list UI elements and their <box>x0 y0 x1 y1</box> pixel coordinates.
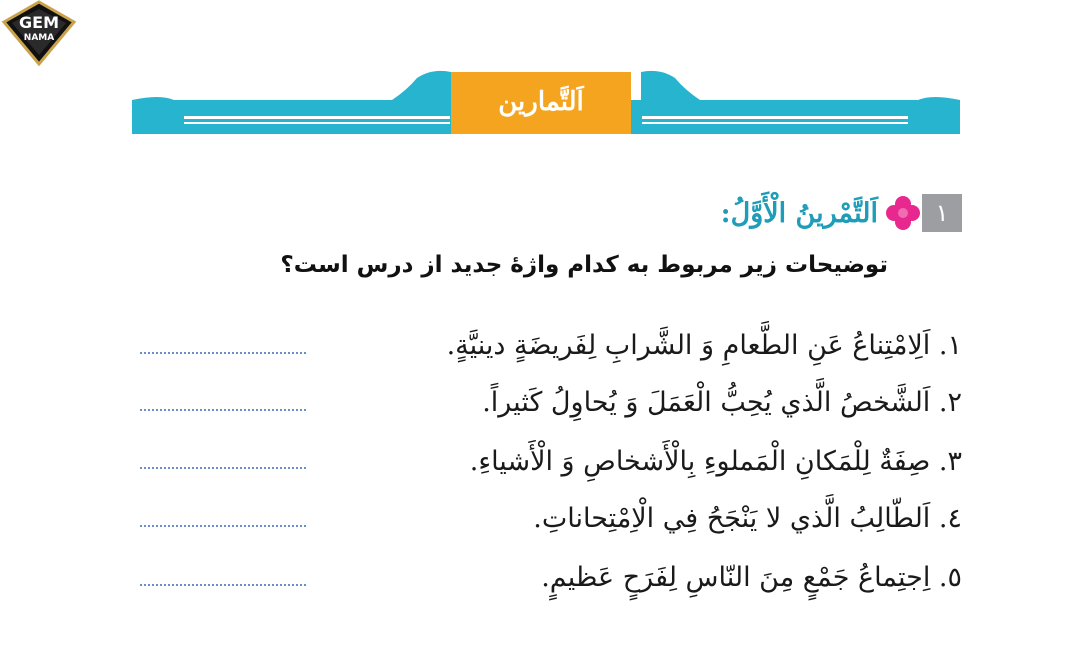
answer-blank[interactable] <box>140 584 306 586</box>
exercise-instruction: توضیحات زیر مربوط به کدام واژهٔ جدید از درس است؟ <box>280 252 888 278</box>
answer-blank[interactable] <box>140 409 306 411</box>
list-item: ١. اَلِامْتِناعُ عَنِ الطَّعامِ وَ الشَّرابِ لِفَريضَةٍ دينيَّةٍ. <box>446 330 962 361</box>
list-item: ٢. اَلشَّخصُ الَّذي يُحِبُّ الْعَمَلَ وَ يُحاوِلُ كَثيراً. <box>482 387 962 418</box>
list-item: ٤. اَلطّالِبُ الَّذي لا يَنْجَحُ فِي الْاِمْتِحاناتِ. <box>533 503 962 534</box>
list-item: ٣. صِفَةٌ لِلْمَكانِ الْمَملوءِ بِالْأَشخاصِ وَ الْأَشياءِ. <box>469 446 962 477</box>
banner-title: اَلتَّمارين <box>498 87 584 117</box>
exercise-title: اَلتَّمْرينُ الْأَوَّلُ: <box>720 197 878 229</box>
answer-blank[interactable] <box>140 467 306 469</box>
answer-blank[interactable] <box>140 352 306 354</box>
logo-line1: GEM <box>19 13 59 32</box>
list-item: ٥. اِجتِماعُ جَمْعٍ مِنَ النّاسِ لِفَرَحٍ عَظيمٍ. <box>541 562 962 593</box>
exercise-number: ١ <box>922 194 962 232</box>
answer-blank[interactable] <box>140 525 306 527</box>
logo-line2: NAMA <box>23 33 55 43</box>
